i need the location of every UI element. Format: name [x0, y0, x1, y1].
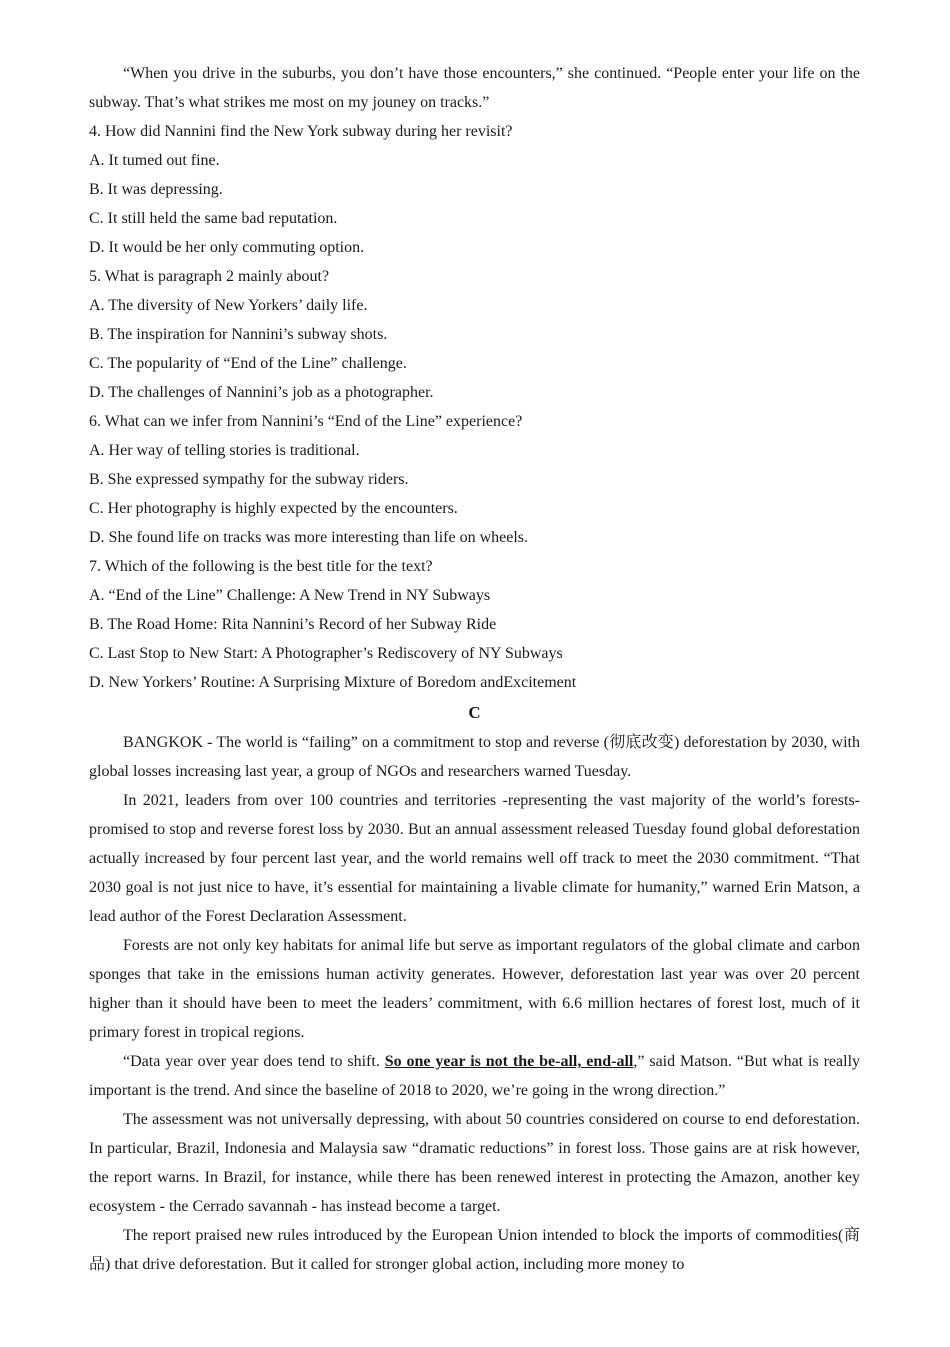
- question-7-option-d: D. New Yorkers’ Routine: A Surprising Mixture of Boredom andExcitement: [89, 674, 577, 691]
- question-4-option-a: A. It tumed out fine.: [89, 152, 220, 169]
- question-4-option-b: B. It was depressing.: [89, 181, 223, 198]
- paragraph-4-text-end: ,” said Matson. “But what is really important is the trend. And since the baseline of 2018 to 2020, we’re going in the wrong direction.”: [89, 1053, 861, 1099]
- question-5-option-b: B. The inspiration for Nannini’s subway shots.: [89, 326, 388, 343]
- passage-b-closing-paragraph: “When you drive in the suburbs, you don’t have those encounters,” she continued. “People enter your life on the subway. That’s what strikes me most on my jouney on tracks.”: [89, 65, 860, 111]
- passage-c-paragraph-5: The assessment was not universally depressing, with about 50 countries considered on course to end deforestation. In particular, Brazil, Indonesia and Malaysia saw “dramatic reductions” in forest loss. Those gains are at risk however, the report warns. In Brazil, for instance, while there has been renewed interest in protecting the Amazon, another key ecosystem - the Cerrado savannah - has instead become a target.: [89, 1111, 860, 1215]
- question-7-stem: 7. Which of the following is the best title for the text?: [89, 558, 433, 575]
- passage-c-paragraph-6: The report praised new rules introduced by the European Union intended to block the imports of commodities(商品) that drive deforestation. But it called for stronger global action, including more money to: [89, 1227, 860, 1273]
- question-6-option-b: B. She expressed sympathy for the subway riders.: [89, 471, 409, 488]
- question-5-option-d: D. The challenges of Nannini’s job as a photographer.: [89, 384, 434, 401]
- question-4-option-c: C. It still held the same bad reputation.: [89, 210, 338, 227]
- question-6-option-a: A. Her way of telling stories is traditional.: [89, 442, 360, 459]
- question-5-stem: 5. What is paragraph 2 mainly about?: [89, 268, 330, 285]
- underlined-phrase: So one year is not the be-all, end-all: [384, 1053, 634, 1070]
- question-7-option-a: A. “End of the Line” Challenge: A New Trend in NY Subways: [89, 587, 491, 604]
- question-6-option-c: C. Her photography is highly expected by the encounters.: [89, 500, 458, 517]
- passage-c-heading: C: [468, 703, 481, 722]
- passage-c-paragraph-2: In 2021, leaders from over 100 countries and territories -representing the vast majority of the world’s forests-promised to stop and reverse forest loss by 2030. But an annual assessment released Tuesday found global deforestation actually increased by four percent last year, and the world remains well off track to meet the 2030 commitment. “That 2030 goal is not just nice to have, it’s essential for maintaining a livable climate for humanity,” warned Erin Matson, a lead author of the Forest Declaration Assessment.: [89, 792, 860, 925]
- question-5-option-a: A. The diversity of New Yorkers’ daily life.: [89, 297, 368, 314]
- question-6-stem: 6. What can we infer from Nannini’s “End of the Line” experience?: [89, 413, 523, 430]
- paragraph-4-text-start: “Data year over year does tend to shift.: [123, 1053, 385, 1070]
- question-5-option-c: C. The popularity of “End of the Line” challenge.: [89, 355, 407, 372]
- document-page: [89, 59, 860, 1279]
- question-4-option-d: D. It would be her only commuting option.: [89, 239, 365, 256]
- question-7-option-c: C. Last Stop to New Start: A Photographer’s Rediscovery of NY Subways: [89, 645, 563, 662]
- passage-c-paragraph-1: BANGKOK - The world is “failing” on a commitment to stop and reverse (彻底改变) deforestation by 2030, with global losses increasing last year, a group of NGOs and researchers warned Tuesday.: [89, 734, 860, 780]
- passage-c-paragraph-4: [89, 1047, 860, 1105]
- question-4-stem: 4. How did Nannini find the New York subway during her revisit?: [89, 123, 513, 140]
- passage-c-paragraph-3: Forests are not only key habitats for animal life but serve as important regulators of the global climate and carbon sponges that take in the emissions human activity generates. However, deforestation last year was over 20 percent higher than it should have been to meet the leaders’ commitment, with 6.6 million hectares of forest lost, much of it primary forest in tropical regions.: [89, 937, 860, 1041]
- question-7-option-b: B. The Road Home: Rita Nannini’s Record of her Subway Ride: [89, 616, 497, 633]
- question-6-option-d: D. She found life on tracks was more interesting than life on wheels.: [89, 529, 528, 546]
